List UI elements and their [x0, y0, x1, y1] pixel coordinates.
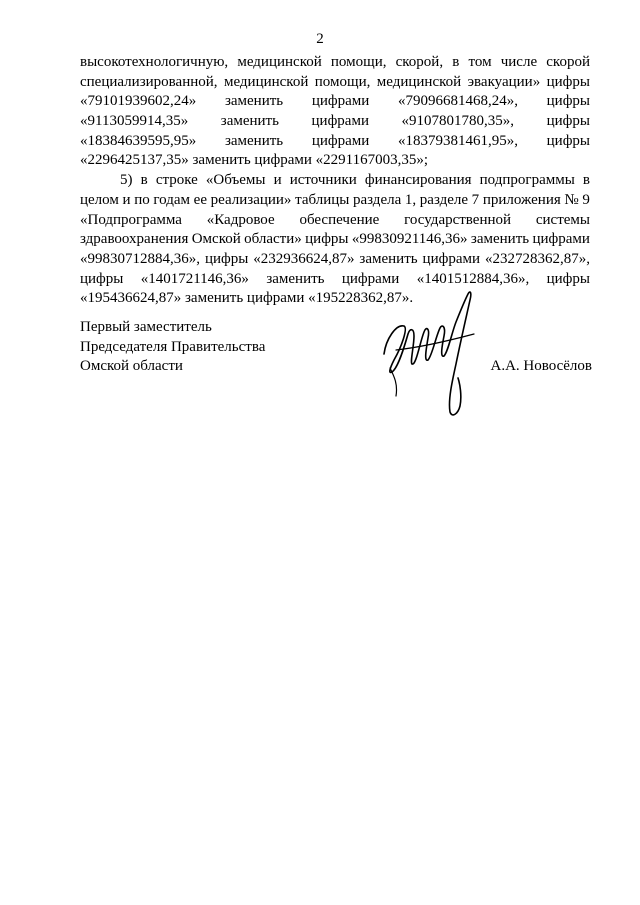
word: «Подпрограмма	[80, 211, 182, 228]
word: государственной	[404, 211, 512, 228]
word: и	[122, 191, 131, 208]
word: подпрограммы	[479, 172, 575, 189]
word: цифрами	[311, 113, 369, 130]
word: обеспечение	[299, 211, 380, 228]
word: высокотехнологичную,	[80, 54, 229, 70]
word: «18379381461,95»,	[397, 132, 518, 149]
word: и	[273, 172, 282, 189]
word: «99830921146,36»	[351, 231, 468, 248]
word: цифрами	[311, 93, 370, 110]
paragraph-2-last-line: «195436624,87» заменить цифрами «195228362,87».	[80, 290, 414, 307]
word: «79096681468,24»,	[397, 93, 518, 110]
word: в	[582, 172, 590, 189]
page-number: 2	[316, 31, 324, 47]
word: заменить	[266, 270, 325, 287]
word: скорой	[546, 54, 590, 70]
paragraph-2	[80, 171, 590, 289]
word: том	[468, 54, 492, 70]
word: «1401721146,36»	[140, 270, 249, 287]
word: целом	[80, 191, 119, 208]
word: «9107801780,35»,	[401, 113, 515, 130]
word: таблицы	[295, 191, 350, 208]
word: «9113059914,35»	[80, 113, 189, 130]
word: годам	[153, 191, 191, 208]
word: помощи,	[314, 73, 371, 90]
word: «79101939602,24»	[80, 93, 197, 110]
text-line	[80, 211, 590, 231]
word: «Кадровое	[206, 211, 275, 228]
word: раздела	[353, 191, 402, 208]
word: цифры	[305, 231, 349, 248]
word: заменить	[224, 132, 284, 149]
word: в	[140, 172, 148, 189]
paragraph-1	[80, 53, 590, 151]
text-line	[80, 112, 590, 132]
word: 5)	[120, 172, 133, 189]
word: ее	[193, 191, 207, 208]
text-line	[80, 73, 590, 93]
word: строке	[155, 172, 198, 189]
word: цифры	[546, 270, 590, 287]
word: приложения	[482, 191, 561, 208]
word: цифрами	[341, 270, 400, 287]
word: цифры	[546, 132, 590, 149]
word: «232728362,87»,	[484, 250, 590, 267]
word: здравоохранения	[80, 231, 189, 248]
word: системы	[535, 211, 590, 228]
word: числе	[500, 54, 538, 70]
word: заменить	[470, 231, 530, 248]
word: цифры	[80, 270, 124, 287]
word: источники	[289, 172, 357, 189]
word: Омской	[191, 231, 241, 248]
word: «99830712884,36»,	[80, 250, 200, 267]
word: в	[452, 54, 460, 70]
paragraph-1-last-line: «2296425137,35» заменить цифрами «2291167003,35»;	[80, 152, 428, 169]
word: финансирования	[364, 172, 472, 189]
text-line	[80, 171, 590, 191]
handwritten-signature	[374, 284, 486, 424]
document-body	[80, 53, 590, 309]
word: цифрами	[311, 132, 370, 149]
word: реализации»	[210, 191, 292, 208]
word: «1401512884,36»,	[416, 270, 530, 287]
signatory-title-line-3: Омской области	[80, 358, 183, 374]
word: скорой,	[395, 54, 444, 70]
text-line	[80, 92, 590, 112]
word: «Объемы	[205, 172, 266, 189]
text-line	[80, 132, 590, 152]
word: «18384639595,95»	[80, 132, 197, 149]
word: медицинской	[237, 54, 322, 70]
signatory-name: А.А. Новосёлов	[490, 358, 592, 374]
text-line	[80, 191, 590, 211]
word: 1,	[404, 191, 417, 208]
word: цифры	[546, 73, 590, 90]
word: цифрами	[532, 231, 590, 248]
word: разделе	[419, 191, 469, 208]
text-line	[80, 230, 590, 250]
word: медицинской	[223, 73, 309, 90]
word: эвакуации»	[467, 73, 541, 90]
word: цифры	[546, 93, 590, 110]
word: медицинской	[376, 73, 462, 90]
word: помощи,	[330, 54, 387, 70]
word: заменить	[359, 250, 418, 267]
word: по	[134, 191, 150, 208]
word: «232936624,87»	[253, 250, 355, 267]
word: №	[564, 191, 579, 208]
text-line	[80, 250, 590, 270]
signatory-title	[80, 318, 265, 377]
word: цифры	[546, 113, 590, 130]
signatory-title-line-2: Председателя Правительства	[80, 338, 266, 355]
text-line	[80, 53, 590, 73]
word: 9	[582, 191, 590, 208]
word: области»	[244, 231, 302, 248]
text-line	[80, 270, 590, 290]
word: заменить	[224, 93, 284, 110]
word: заменить	[220, 113, 279, 130]
word: цифрами	[422, 250, 480, 267]
word: цифры	[204, 250, 249, 267]
word: специализированной,	[80, 73, 218, 90]
word: 7	[471, 191, 480, 208]
signatory-title-line-1: Первый заместитель	[80, 319, 212, 335]
